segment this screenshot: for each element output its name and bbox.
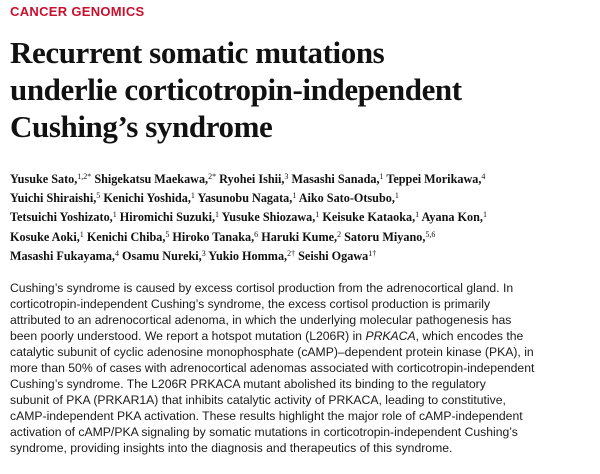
abstract-line: subunit of PKA (PRKAR1A) that inhibits catalytic activity of PRKACA, leading to constitutive, — [10, 393, 506, 407]
author-affiliation: 5 — [96, 191, 101, 201]
author-affiliation: 1 — [315, 210, 320, 220]
author-affiliation: 5,6 — [425, 229, 436, 239]
author-affiliation: 3 — [201, 248, 206, 258]
author-line — [10, 208, 600, 227]
abstract-line: attributed to an adrenocortical adenoma, in which the underlying molecular pathogenesis has — [10, 313, 512, 327]
author-affiliation: 1 — [79, 229, 84, 239]
author-affiliation: 2† — [287, 248, 296, 258]
author-name: Aiko Sato-Otsubo, — [296, 191, 395, 206]
abstract-line: Cushing’s syndrome. The L206R PRKACA mutant abolished its binding to the regulatory — [10, 377, 486, 391]
author-name: Haruki Kume, — [258, 229, 338, 244]
author-affiliation: 1 — [415, 210, 420, 220]
abstract-line: more than 50% of cases with adrenocortical adenomas associated with corticotropin-independent — [10, 361, 535, 375]
author-name: Keisuke Kataoka, — [319, 210, 416, 225]
abstract-line: syndrome, providing insights into the diagnosis and therapeutics of this syndrome. — [10, 441, 453, 455]
author-name: Teppei Morikawa, — [383, 172, 482, 186]
author-name: Kenichi Chiba, — [83, 229, 166, 244]
author-name: Yukio Homma, — [205, 248, 288, 263]
author-affiliation: 1,2* — [77, 172, 92, 181]
author-affiliation: 1 — [215, 210, 220, 220]
title-line: Recurrent somatic mutations — [10, 35, 385, 70]
author-name: Satoru Miyano, — [341, 229, 426, 244]
abstract — [10, 280, 600, 456]
author-affiliation: 1 — [394, 191, 399, 201]
author-name: Ryohei Ishii, — [216, 172, 285, 186]
author-affiliation: 5 — [165, 229, 170, 239]
author-affiliation: 1 — [112, 210, 117, 220]
author-affiliation: 1† — [368, 248, 377, 258]
article-title — [10, 34, 594, 145]
author-name: Tetsuichi Yoshizato, — [10, 210, 113, 225]
author-name: Yuichi Shiraishi, — [10, 191, 97, 206]
author-affiliation: 4 — [481, 172, 486, 181]
author-name: Kosuke Aoki, — [10, 229, 80, 244]
abstract-text: , which encodes the — [415, 329, 524, 343]
abstract-line: catalytic subunit of cyclic adenosine monophosphate (cAMP)–dependent protein kinase (PKA), in — [10, 345, 534, 359]
author-list — [10, 170, 600, 266]
author-affiliation: 6 — [254, 229, 259, 239]
author-affiliation: 2 — [337, 229, 342, 239]
author-name: Hiroko Tanaka, — [169, 229, 255, 244]
gene-name: PRKACA — [365, 329, 416, 343]
author-name: Ayana Kon, — [419, 210, 483, 225]
abstract-line: cAMP-independent PKA activation. These results highlight the major role of cAMP-independent — [10, 409, 523, 423]
abstract-line — [10, 328, 600, 344]
author-affiliation: 1 — [482, 210, 487, 220]
author-line — [10, 228, 600, 247]
author-line — [10, 189, 600, 208]
author-name: Kenichi Yoshida, — [100, 191, 191, 206]
author-name: Hiromichi Suzuki, — [116, 210, 216, 225]
abstract-line: activation of cAMP/PKA signaling by somatic mutations in corticotropin-independent Cushing’s — [10, 425, 518, 439]
title-line: underlie corticotropin-independent — [10, 72, 462, 107]
section-label: CANCER GENOMICS — [10, 4, 145, 19]
author-name: Osamu Nureki, — [118, 248, 202, 263]
author-affiliation: 1 — [190, 191, 195, 201]
author-line — [10, 170, 600, 189]
author-name: Masashi Fukayama, — [10, 248, 115, 263]
abstract-line: Cushing’s syndrome is caused by excess cortisol production from the adrenocortical gland. In — [10, 281, 514, 295]
abstract-text: been poorly understood. We report a hotspot mutation (L206R) in — [10, 329, 366, 343]
author-name: Seishi Ogawa — [295, 248, 369, 263]
author-affiliation: 1 — [379, 172, 384, 181]
author-affiliation: 1 — [292, 191, 297, 201]
author-name: Shigekatsu Maekawa, — [91, 172, 209, 186]
author-affiliation: 2* — [208, 172, 217, 181]
author-affiliation: 3 — [284, 172, 289, 181]
author-name: Yusuke Sato, — [10, 172, 78, 186]
author-line — [10, 247, 600, 266]
author-affiliation: 4 — [114, 248, 119, 258]
abstract-line: corticotropin-independent Cushing’s syndrome, the excess cortisol production is primarily — [10, 297, 491, 311]
author-name: Yasunobu Nagata, — [194, 191, 293, 206]
title-line: Cushing’s syndrome — [10, 109, 273, 144]
author-name: Yusuke Shiozawa, — [219, 210, 316, 225]
author-name: Masashi Sanada, — [288, 172, 380, 186]
